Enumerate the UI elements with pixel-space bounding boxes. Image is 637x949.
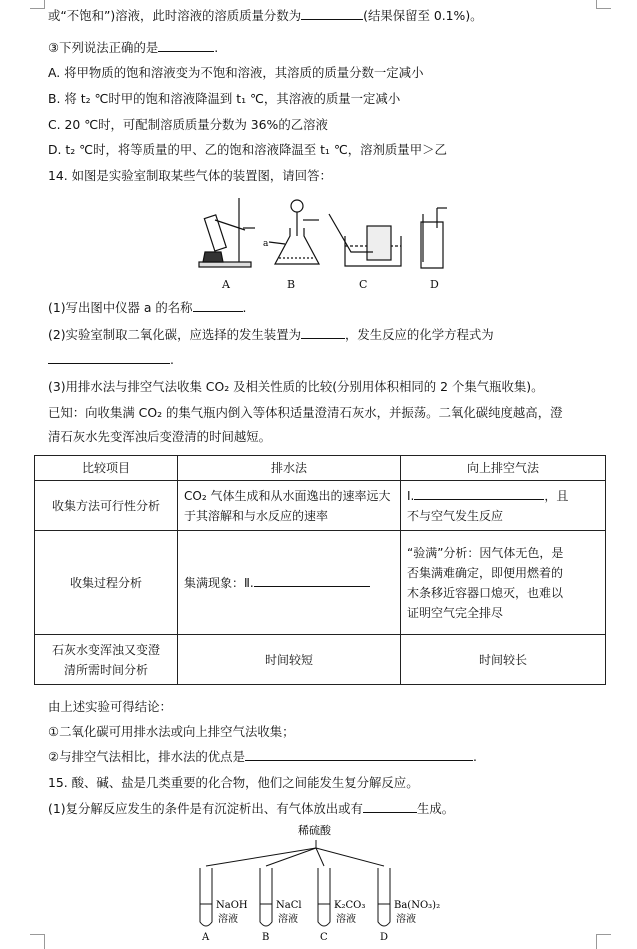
- tube-label: A: [202, 932, 210, 943]
- test-tubes-figure: [190, 822, 450, 944]
- figure-label-b: B: [287, 278, 296, 291]
- table-cell: 收集方法可行性分析: [35, 481, 178, 531]
- answer-blank[interactable]: [301, 6, 363, 20]
- apparatus-c: [329, 214, 401, 266]
- answer-blank[interactable]: [158, 38, 214, 52]
- figure-label-a: A: [222, 278, 230, 291]
- q13-continuation: 或“不饱和”)溶液，此时溶液的溶质质量分数为 (结果保留至 0.1%)。: [48, 8, 483, 23]
- table-cell: “验满”分析：因气体无色，是 否集满难确定，即便用燃着的 木条移近容器口熄灭，也难以 证明空气完全排尽: [401, 531, 606, 635]
- answer-blank[interactable]: [245, 747, 473, 761]
- corner-mark: [30, 0, 45, 9]
- answer-blank[interactable]: [301, 325, 345, 339]
- figure-label-c: C: [359, 278, 368, 291]
- answer-blank[interactable]: [254, 573, 370, 587]
- q13-option-a: A. 将甲物质的饱和溶液变为不饱和溶液，其溶质的质量分数一定减小: [48, 65, 424, 80]
- q13-option-d: D. t₂ ℃时，将等质量的甲、乙的饱和溶液降温至 t₁ ℃，溶剂质量甲＞乙: [48, 142, 447, 157]
- apparatus-b: [269, 200, 319, 264]
- tube-label: B: [262, 932, 270, 943]
- tube-chem: K₂CO₃: [334, 900, 366, 911]
- q14-conclusion-1: ①二氧化碳可用排水法或向上排空气法收集；: [48, 724, 295, 739]
- table-cell: 收集过程分析: [35, 531, 178, 635]
- table-row: [35, 635, 606, 685]
- q14-stem: 14. 如图是实验室制取某些气体的装置图，请回答：: [48, 168, 332, 183]
- tube-d: [378, 868, 390, 926]
- q13-sub3: ③下列说法正确的是 .: [48, 40, 219, 55]
- table-cell: 时间较短: [178, 635, 401, 685]
- tube-c: [318, 868, 330, 926]
- answer-blank[interactable]: [193, 298, 243, 312]
- answer-blank[interactable]: [48, 350, 170, 364]
- figure-label-d: D: [430, 278, 439, 291]
- q14-conclusion: 由上述实验可得结论：: [48, 699, 172, 714]
- table-header: 排水法: [178, 456, 401, 481]
- q14-known-2: 清石灰水先变浑浊后变澄清的时间越短。: [48, 429, 272, 444]
- figure-labels: [222, 278, 462, 294]
- apparatus-d: [421, 208, 447, 268]
- q15-part1: (1)复分解反应发生的条件是有沉淀析出、有气体放出或有 生成。: [48, 801, 455, 816]
- table-row: [35, 481, 606, 531]
- table-header: 向上排空气法: [401, 456, 606, 481]
- q14-part1: (1)写出图中仪器 a 的名称 .: [48, 300, 247, 315]
- table-row: [35, 531, 606, 635]
- tube-word: 溶液: [336, 914, 356, 925]
- tube-b: [260, 868, 272, 926]
- apparatus-figure: [195, 192, 455, 292]
- acid-label: 稀硫酸: [298, 824, 331, 837]
- table-cell: 石灰水变浑浊又变澄 清所需时间分析: [35, 635, 178, 685]
- tube-chem: NaOH: [216, 900, 248, 911]
- tube-chem: NaCl: [276, 900, 302, 911]
- tube-label: C: [320, 932, 328, 943]
- tube-word: 溶液: [278, 914, 298, 925]
- table-header-row: [35, 456, 606, 481]
- corner-mark: [596, 934, 611, 949]
- answer-blank[interactable]: [363, 799, 417, 813]
- q14-known-1: 已知：向收集满 CO₂ 的集气瓶内倒入等体积适量澄清石灰水，并振荡。二氧化碳纯度越高，澄: [48, 405, 563, 420]
- corner-mark: [30, 934, 45, 949]
- q14-part3: (3)用排水法与排空气法收集 CO₂ 及相关性质的比较(分别用体积相同的 2 个集气瓶收集)。: [48, 379, 544, 394]
- q14-part2-blank-line: .: [48, 350, 174, 370]
- tube-word: 溶液: [218, 914, 238, 925]
- tube-word: 溶液: [396, 914, 416, 925]
- table-cell: 时间较长: [401, 635, 606, 685]
- tube-chem: Ba(NO₃)₂: [394, 900, 441, 911]
- tube-a: [200, 868, 212, 926]
- q15-stem: 15. 酸、碱、盐是几类重要的化合物，他们之间能发生复分解反应。: [48, 775, 419, 790]
- table-header: 比较项目: [35, 456, 178, 481]
- table-cell: CO₂ 气体生成和从水面逸出的速率远大 于其溶解和与水反应的速率: [178, 481, 401, 531]
- tube-label: D: [380, 932, 389, 943]
- answer-blank[interactable]: [414, 486, 544, 500]
- q14-part2: (2)实验室制取二氧化碳，应选择的发生装置为 ，发生反应的化学方程式为: [48, 327, 494, 342]
- table-cell: Ⅰ. ，且 不与空气发生反应: [401, 481, 606, 531]
- q14-conclusion-2: ②与排空气法相比，排水法的优点是 .: [48, 749, 477, 764]
- label-a-pointer: a: [263, 239, 269, 249]
- table-cell: 集满现象：Ⅱ.: [178, 531, 401, 635]
- corner-mark: [596, 0, 611, 9]
- q13-option-c: C. 20 ℃时，可配制溶质质量分数为 36%的乙溶液: [48, 117, 328, 132]
- q13-option-b: B. 将 t₂ ℃时甲的饱和溶液降温到 t₁ ℃，其溶液的质量一定减小: [48, 91, 401, 106]
- apparatus-a: [199, 198, 255, 267]
- comparison-table: [34, 455, 606, 685]
